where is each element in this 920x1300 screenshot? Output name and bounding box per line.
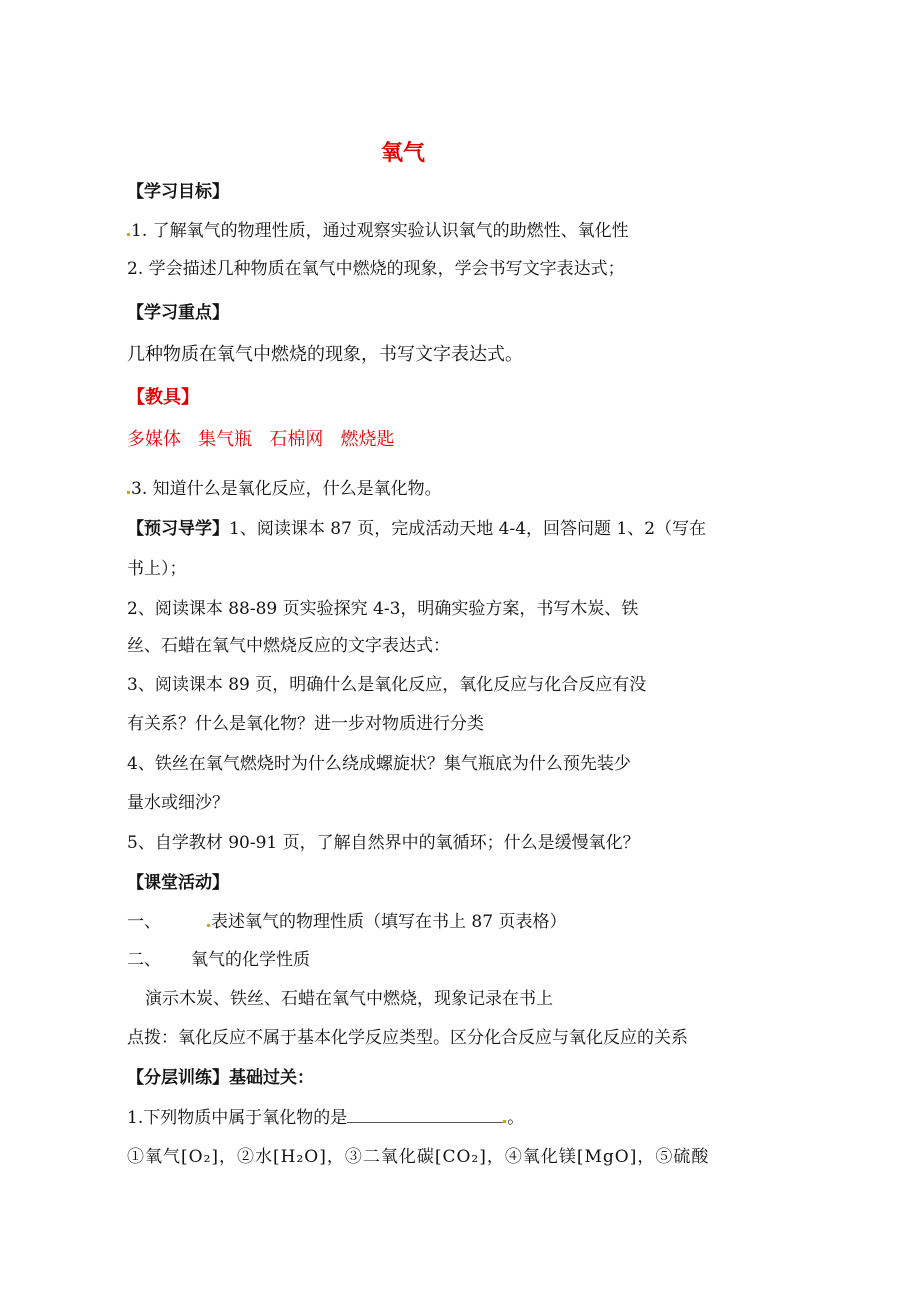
preview-2-cont: 丝、石蜡在氧气中燃烧反应的文字表达式： <box>127 636 450 656</box>
class-heading: 【课堂活动】 <box>127 873 229 893</box>
question-1-options: ①氧气[O₂]，②水[H₂O]，③二氧化碳[CO₂]，④氧化镁[MgO]，⑤硫酸 <box>127 1147 710 1167</box>
objective-1: 1. 了解氧气的物理性质，通过观察实验认识氧气的助燃性、氧化性 <box>127 219 629 243</box>
preview-3-cont: 有关系？什么是氧化物？进一步对物质进行分类 <box>127 714 484 734</box>
objective-2: 2. 学会描述几种物质在氧气中燃烧的现象，学会书写文字表达式； <box>127 259 625 279</box>
preview-1: 【预习导学】1、阅读课本 87 页，完成活动天地 4-4，回答问题 1、2（写在 <box>127 519 707 539</box>
page-title: 氧气 <box>380 141 425 166</box>
class-demo: 演示木炭、铁丝、石蜡在氧气中燃烧，现象记录在书上 <box>145 989 553 1009</box>
preview-5: 5、自学教材 90-91 页，了解自然界中的氧循环；什么是缓慢氧化？ <box>127 833 640 853</box>
preview-heading: 【预习导学】 <box>127 519 229 539</box>
marker-icon <box>127 233 130 236</box>
keypoints-heading: 【学习重点】 <box>127 303 229 323</box>
objectives-heading: 【学习目标】 <box>127 182 229 202</box>
training-heading: 【分层训练】基础过关： <box>127 1068 314 1088</box>
objective-3: 3. 知道什么是氧化反应，什么是氧化物。 <box>127 477 442 501</box>
marker-icon <box>207 924 210 927</box>
preview-4-cont: 量水或细沙？ <box>127 793 229 813</box>
marker-icon <box>503 1120 506 1123</box>
preview-2: 2、阅读课本 88-89 页实验探究 4-3，明确实验方案，书写木炭、铁 <box>127 599 639 619</box>
preview-4: 4、铁丝在氧气燃烧时为什么绕成螺旋状？集气瓶底为什么预先装少 <box>127 754 631 774</box>
class-item-1: 一、 表述氧气的物理性质（填写在书上 87 页表格） <box>127 912 567 932</box>
keypoints-text: 几种物质在氧气中燃烧的现象，书写文字表达式。 <box>127 344 523 365</box>
answer-blank[interactable] <box>347 1106 503 1123</box>
preview-1-cont: 书上）； <box>127 559 187 579</box>
tools-heading: 【教具】 <box>127 387 199 408</box>
class-item-2: 二、 氧气的化学性质 <box>127 950 310 970</box>
question-1: 1.下列物质中属于氧化物的是 。 <box>127 1108 525 1128</box>
marker-icon <box>127 491 130 494</box>
tools-text: 多媒体 集气瓶 石棉网 燃烧匙 <box>127 429 395 450</box>
preview-3: 3、阅读课本 89 页，明确什么是氧化反应，氧化反应与化合反应有没 <box>127 675 647 695</box>
class-tip: 点拨：氧化反应不属于基本化学反应类型。区分化合反应与氧化反应的关系 <box>127 1028 688 1048</box>
